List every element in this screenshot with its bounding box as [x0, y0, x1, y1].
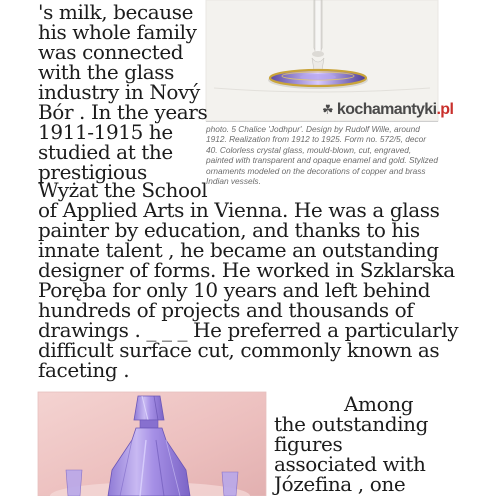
article-line: associated with — [274, 452, 426, 476]
chalice-foot — [268, 70, 368, 89]
article-line: Wyżat the School — [38, 178, 208, 202]
article-line: innate talent , he became an outstanding — [38, 238, 439, 262]
article-line: designer of forms. He worked in Szklarska — [38, 258, 455, 282]
watermark-brand: kochamantyki — [336, 101, 437, 118]
article-line: 's milk, because — [38, 0, 194, 24]
article-line: with the glass — [38, 60, 174, 84]
glass-right — [222, 472, 238, 496]
article-line: 1911-1915 he — [38, 120, 173, 144]
article-line: his whole family — [38, 20, 197, 44]
article-line: Bór . In the years — [38, 100, 208, 124]
article-line: figures — [274, 432, 343, 456]
article-line: prestigious — [38, 160, 147, 184]
article-line: faceting . — [38, 358, 130, 382]
glass-left — [66, 470, 82, 496]
article-line: Among — [344, 392, 414, 416]
article-line: Poręba for only 10 years and left behind — [38, 278, 431, 302]
caption-divider — [206, 121, 438, 122]
article-line: was connected — [38, 40, 184, 64]
article-line: hundreds of projects and thousands of — [38, 298, 414, 322]
article-line: studied at the — [38, 140, 173, 164]
article-line: of Applied Arts in Vienna. He was a glass — [38, 198, 440, 222]
article-line: difficult surface cut, commonly known as — [38, 338, 440, 362]
article-line: painter by education, and thanks to his — [38, 218, 420, 242]
photo-caption: photo. 5 Chalice 'Jodhpur'. Design by Rudolf Wille, around 1912. Realization from 1912 to 1925. Form no. 572/5, decor 40. Colorless crystal glass, mould-blown, cut, engraved, painted with transparent and opaque enamel and gold. Stylized ornaments modeled on the decorations of copper and brass Indian vessels. — [206, 124, 439, 187]
article-line: the outstanding — [274, 412, 429, 436]
watermark-tld: .pl — [436, 101, 454, 118]
watermark-logo-icon: ☘ — [322, 102, 334, 117]
article-line: industry in Nový — [38, 80, 200, 104]
photo-watermark — [322, 101, 453, 119]
article-line: drawings . _ _ _ He preferred a particularly — [38, 318, 459, 342]
article-line: Józefina , one — [274, 472, 406, 496]
decanter-photo — [38, 392, 266, 496]
